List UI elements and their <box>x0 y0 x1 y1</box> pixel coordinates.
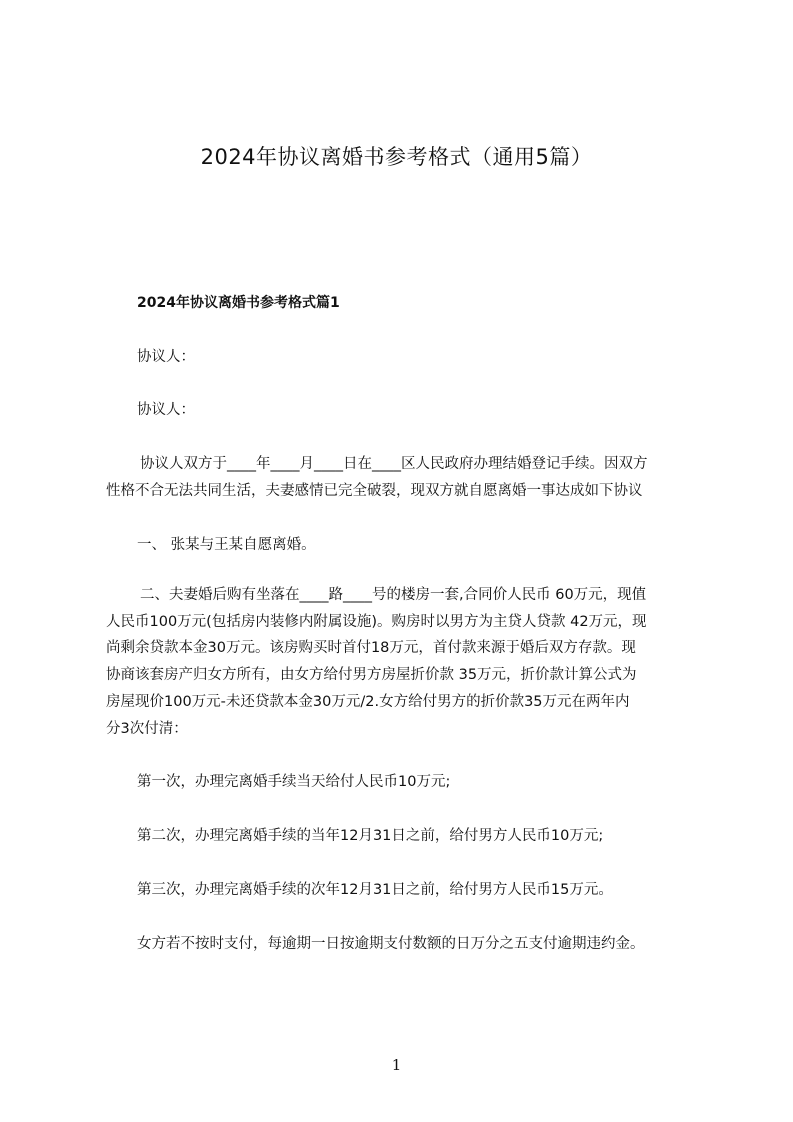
clause-2-line-5: 房屋现价100万元-未还贷款本金30万元/2.女方给付男方的折价款35万元在两年内 <box>106 694 630 710</box>
payment-3: 第三次，办理完离婚手续的次年12月31日之前，给付男方人民币15万元。 <box>137 882 613 898</box>
payment-2: 第二次，办理完离婚手续的当年12月31日之前，给付男方人民币10万元; <box>137 828 604 844</box>
clause-2-line-1: 二、夫妻婚后购有坐落在____路____号的楼房一套,合同价人民币 60万元，现值 <box>140 587 647 603</box>
page-number: 1 <box>391 1056 402 1074</box>
intro-line-1: 协议人双方于____年____月____日在____区人民政府办理结婚登记手续。因双方 <box>140 456 648 472</box>
payment-1: 第一次，办理完离婚手续当天给付人民币10万元; <box>137 774 451 790</box>
clause-2-line-3: 尚剩余贷款本金30万元。该房购买时首付18万元，首付款来源于婚后双方存款。现 <box>106 640 636 656</box>
section-heading: 2024年协议离婚书参考格式篇1 <box>137 295 340 311</box>
party-2-label: 协议人： <box>137 402 195 418</box>
clause-2-line-4: 协商该套房产归女方所有，由女方给付男方房屋折价款 35万元，折价款计算公式为 <box>106 667 637 683</box>
penalty-clause: 女方若不按时支付，每逾期一日按逾期支付数额的日万分之五支付逾期违约金。 <box>137 936 645 952</box>
clause-1: 一、 张某与王某自愿离婚。 <box>137 537 316 553</box>
clause-2-line-6: 分3次付清： <box>106 721 188 737</box>
document-title: 2024年协议离婚书参考格式（通用5篇） <box>200 145 593 169</box>
party-1-label: 协议人： <box>137 349 195 365</box>
clause-2-line-2: 人民币100万元(包括房内装修内附属设施)。购房时以男方为主贷人贷款 42万元，现 <box>106 614 647 630</box>
intro-line-2: 性格不合无法共同生活，夫妻感情已完全破裂，现双方就自愿离婚一事达成如下协议 <box>106 483 643 499</box>
